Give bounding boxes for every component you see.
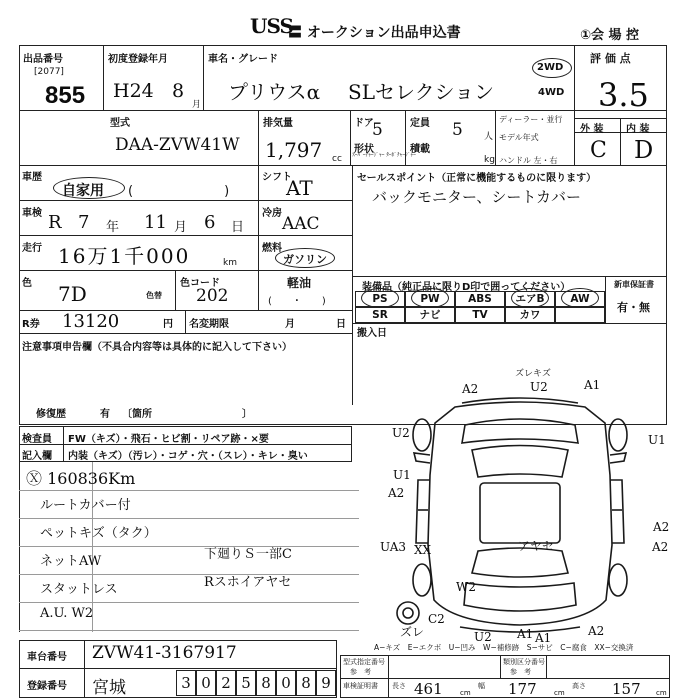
ruled-line <box>19 574 359 575</box>
equipment-selected-mark <box>511 288 549 308</box>
ext-value: C <box>590 138 607 163</box>
color-code-label: 色コード <box>180 278 220 289</box>
cert-sub: 長さ <box>392 682 406 690</box>
registration-digit: 5 <box>236 670 256 696</box>
length-value: 461 <box>414 680 443 698</box>
fuel-value: ガソリン <box>283 253 327 266</box>
ac-label: 冷房 <box>262 208 282 219</box>
displacement-unit: cc <box>332 154 342 164</box>
color-tone-label: 色替 <box>146 291 162 300</box>
type-label: 型式指定番号 <box>343 658 385 666</box>
ruled-line <box>19 490 359 491</box>
inspection-day-unit: 日 <box>231 220 245 235</box>
header-logo: USS <box>250 14 293 38</box>
reg-year-era: H24 <box>113 80 154 102</box>
drive-4wd: 4WD <box>538 87 565 98</box>
ext-label: 外 装 <box>580 124 604 135</box>
handwritten-note: A.U. W2 <box>40 606 94 621</box>
car-diagram <box>380 395 665 640</box>
capacity-label: 定員 <box>410 118 430 129</box>
venue-label: ①会 場 控 <box>580 28 640 43</box>
frame-value: ZVW41-3167917 <box>92 643 237 663</box>
warranty-value: 有・無 <box>617 301 650 314</box>
registration-label: 登録番号 <box>27 681 67 692</box>
shift-label: シフト <box>262 172 292 183</box>
model-value: DAA-ZVW41W <box>115 135 240 155</box>
change-label: 名変期限 <box>189 319 229 330</box>
displacement-value: 1,797 <box>265 138 323 162</box>
warranty-label: 新車保証書 <box>614 280 654 289</box>
shift-value: AT <box>286 176 313 200</box>
r-ticket-value: 13120 <box>62 311 120 332</box>
handwritten-note: ルートカバー付 <box>40 498 131 513</box>
int-label: 内 装 <box>626 124 650 135</box>
class-sub: 参 考 <box>510 668 531 676</box>
registration-pref: 宮城 <box>92 678 126 698</box>
inspection-prefix: R <box>48 212 62 233</box>
height-value: 157 <box>612 680 641 698</box>
type-sub: 参 考 <box>350 668 371 676</box>
class-label: 類別区分番号 <box>503 658 545 666</box>
doors-value: 5 <box>372 120 383 140</box>
inspector-label-1: 検査員 <box>22 434 52 445</box>
displacement-label: 排気量 <box>263 118 293 129</box>
load-unit: kg <box>484 155 495 165</box>
equipment-item: ナビ <box>405 307 455 323</box>
cert-label: 車検証明書 <box>343 682 378 690</box>
registration-digit: 3 <box>176 670 196 696</box>
damage-mark: ズレキズ <box>515 369 551 379</box>
equipment-selected-mark <box>361 288 399 308</box>
inspection-label: 車検 <box>22 208 42 219</box>
mileage-label: 走行 <box>22 243 42 254</box>
drive-2wd: 2WD <box>537 62 564 73</box>
equipment-item <box>555 307 605 323</box>
fuel-alt: 軽油 <box>287 276 312 290</box>
length-unit: cm <box>460 689 471 697</box>
inspection-year-unit: 年 <box>106 220 120 235</box>
equipment-item: AW <box>555 291 605 307</box>
inspection-month-unit: 月 <box>174 220 188 235</box>
evaluation-score: 3.5 <box>598 76 649 114</box>
registration-digit: 0 <box>196 670 216 696</box>
hw-right-1: 下廻りＳ一部C <box>204 547 292 562</box>
height-label: 高さ <box>572 682 586 690</box>
history-value: 自家用 <box>62 183 104 199</box>
damage-mark: A2 <box>588 624 605 638</box>
handwritten-note: スタットレス <box>40 582 118 597</box>
load-label: 積載 <box>410 144 430 155</box>
reg-year-label: 初度登録年月 <box>108 54 168 65</box>
damage-mark: A2 <box>462 382 479 396</box>
equipment-item: ABS <box>455 291 505 307</box>
mileage-unit: km <box>223 258 237 268</box>
repair-value: 有 <box>100 409 110 420</box>
width-label: 幅 <box>478 682 485 690</box>
damage-mark: A2 <box>653 520 670 534</box>
ruled-line <box>19 518 359 519</box>
inspection-year: 7 <box>78 212 90 233</box>
reg-month: 8 <box>172 80 185 102</box>
inspector-line-1: FW（キズ）・飛石・ヒビ割・リペア跡・×要 <box>68 434 269 445</box>
registration-digit: 2 <box>216 670 236 696</box>
change-day: 日 <box>336 319 346 330</box>
registration-digit: 0 <box>276 670 296 696</box>
inspection-month: 11 <box>144 212 167 233</box>
car-grade: SLセレクション <box>348 80 495 104</box>
equipment-selected-mark <box>411 288 449 308</box>
reg-month-unit: 月 <box>192 100 202 110</box>
change-month: 月 <box>285 319 295 330</box>
color-value: 7D <box>58 282 87 306</box>
color-label: 色 <box>22 278 32 289</box>
registration-digit: 8 <box>256 670 276 696</box>
dealer-handle: ハンドル 左・右 <box>499 156 558 165</box>
dealer-model-year: モデル年式 <box>499 133 539 142</box>
history-paren: ( ) <box>128 184 230 199</box>
handwritten-note: ペットキズ（タク） <box>40 526 157 541</box>
displacement-sub: ｽｰﾊﾟｰﾁｬｰｼﾞｬｰ ﾀｰﾎﾞﾁｬｰｼﾞｬｰ <box>352 152 416 159</box>
evaluation-label: 評 価 点 <box>590 52 631 65</box>
registration-digit: 8 <box>296 670 316 696</box>
repair-label: 修復歴 <box>36 409 66 420</box>
ruled-line <box>19 602 359 603</box>
damage-mark: A2 <box>652 540 669 554</box>
inspector-line-2: 内装（キズ）（汚レ）・コゲ・穴・（スレ）・キレ・臭い <box>68 451 308 462</box>
damage-mark: XX <box>414 543 432 557</box>
equipment-item: エアB <box>505 291 555 307</box>
doors-label: ドア <box>354 118 374 129</box>
damage-mark: U2 <box>392 426 410 440</box>
handwritten-note: ネットAW <box>40 554 102 569</box>
arrival-label: 搬入日 <box>357 328 387 339</box>
equipment-label: 装備品（純正品に限りD印で囲ってください） <box>362 282 571 293</box>
height-unit: cm <box>656 689 667 697</box>
repair-place: 〔箇所 〕 <box>122 409 252 420</box>
damage-mark: アヤセ <box>518 539 555 553</box>
sales-point-label: セールスポイント（正常に機能するものに限ります） <box>357 173 597 184</box>
damage-mark: U2 <box>530 380 548 394</box>
equipment-item: TV <box>455 307 505 323</box>
dealer-label: ディーラー・並行 <box>499 115 563 124</box>
header-title: 〓 オークション出品申込書 <box>288 25 461 41</box>
lot-number: 855 <box>45 82 86 109</box>
int-value: D <box>634 136 654 164</box>
hw-right-2: Rスホイアヤセ <box>204 575 292 590</box>
ruled-line <box>19 630 359 631</box>
color-paren-deco: ( ・ ) <box>268 296 326 307</box>
damage-mark: A2 <box>388 486 405 500</box>
mileage-value: 16万1千000 <box>58 244 191 268</box>
equipment-item: PS <box>355 291 405 307</box>
equipment-item: SR <box>355 307 405 323</box>
r-ticket-unit: 円 <box>163 319 173 330</box>
legend-line-1: A−キズ E−エクボ U−凹み W−補修跡 S−サビ C−腐食 XX−交換済 <box>374 643 634 652</box>
equipment-selected-mark <box>561 288 599 308</box>
damage-mark: C2 <box>428 612 445 626</box>
r-ticket-label: R券 <box>22 319 40 330</box>
equipment-item: PW <box>405 291 455 307</box>
damage-mark: A1 <box>535 631 552 645</box>
history-label: 車歴 <box>22 172 42 183</box>
car-name: プリウスα <box>228 80 321 104</box>
width-unit: cm <box>554 689 565 697</box>
inspection-day: 6 <box>204 212 216 233</box>
lot-label: 出品番号 <box>23 54 63 65</box>
width-value: 177 <box>508 680 537 698</box>
shape-label: 形状 <box>354 144 374 155</box>
damage-mark: A1 <box>584 378 601 392</box>
ruled-line <box>19 546 359 547</box>
notes-label: 注意事項申告欄（不具合内容等は具体的に記入して下さい） <box>22 342 292 353</box>
fuel-label: 燃料 <box>262 243 282 254</box>
handwritten-note: Ⓧ 160836Km <box>26 469 136 488</box>
damage-mark: ズレ <box>400 625 425 639</box>
damage-mark: W2 <box>456 580 476 594</box>
sales-point-text: バックモニター、シートカバー <box>372 188 581 206</box>
color-code: 202 <box>196 286 229 306</box>
frame-label: 車台番号 <box>27 652 67 663</box>
equipment-item: カワ <box>505 307 555 323</box>
model-label: 型式 <box>110 118 130 129</box>
damage-mark: U1 <box>393 468 411 482</box>
damage-mark: UA3 <box>380 540 407 554</box>
damage-mark: U2 <box>474 630 492 644</box>
capacity-value: 5 <box>452 120 463 140</box>
lot-code: [2077] <box>34 67 64 77</box>
car-name-label: 車名・グレード <box>208 54 278 65</box>
damage-mark: U1 <box>648 433 666 447</box>
capacity-unit: 人 <box>484 132 494 142</box>
damage-mark: A1 <box>517 627 534 641</box>
registration-digit: 9 <box>316 670 336 696</box>
ac-value: AAC <box>282 214 320 234</box>
inspector-label-2: 記入欄 <box>22 451 52 462</box>
